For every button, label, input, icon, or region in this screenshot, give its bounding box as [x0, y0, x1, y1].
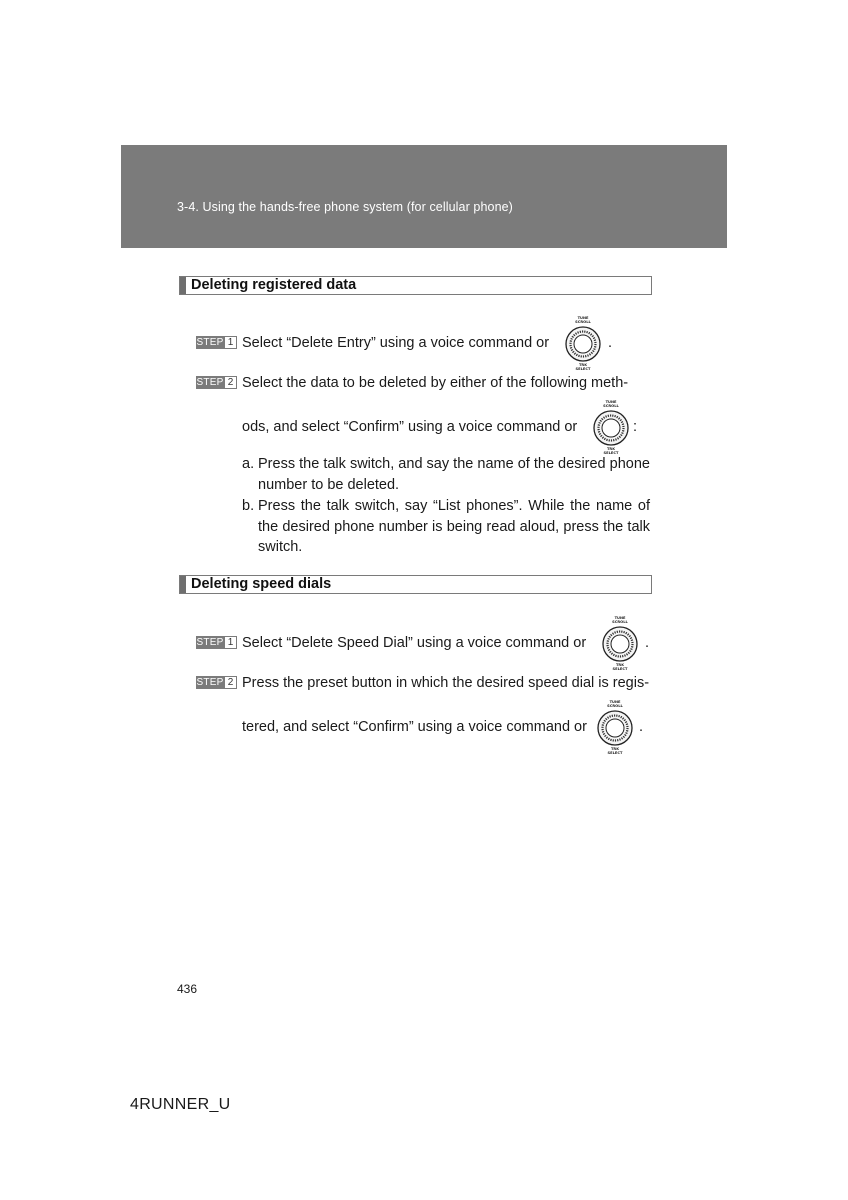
- list-item-text: Press the talk switch, and say the name of the desired phone number to be deleted.: [258, 456, 650, 493]
- chapter-header-band: [121, 145, 727, 248]
- svg-text:SELECT: SELECT: [612, 667, 628, 671]
- tune-select-knob-icon: [597, 698, 633, 758]
- svg-text:TRK: TRK: [578, 363, 588, 367]
- svg-text:TRK: TRK: [615, 663, 625, 667]
- svg-text:SELECT: SELECT: [575, 367, 591, 371]
- section-heading-deleting-registered-data: [179, 276, 652, 295]
- section-heading-text: Deleting registered data: [191, 277, 357, 293]
- list-item-b: [242, 496, 650, 558]
- step-number: 2: [224, 376, 237, 389]
- list-marker: b.: [242, 498, 255, 514]
- svg-text:SELECT: SELECT: [607, 751, 623, 755]
- step-text-line-2: tered, and select “Confirm” using a voice command or: [242, 719, 587, 735]
- svg-text:SCROLL: SCROLL: [603, 404, 619, 408]
- svg-text:TRK: TRK: [610, 747, 620, 751]
- step-label: STEP: [196, 637, 224, 648]
- step-text: Select “Delete Speed Dial” using a voice command or: [242, 635, 587, 651]
- section-heading-text: Deleting speed dials: [191, 576, 332, 592]
- svg-text:TUNE: TUNE: [577, 316, 589, 320]
- section-heading-bar: [180, 277, 186, 294]
- step-text-tail: .: [645, 635, 650, 651]
- step-label: STEP: [196, 337, 224, 348]
- step-number: 2: [224, 676, 237, 689]
- step-text-tail: :: [633, 419, 638, 435]
- page-number: 436: [177, 982, 198, 996]
- tune-select-knob-icon: [565, 314, 601, 374]
- svg-text:SCROLL: SCROLL: [607, 704, 623, 708]
- model-code: 4RUNNER_U: [130, 1096, 231, 1113]
- svg-text:SCROLL: SCROLL: [612, 620, 628, 624]
- list-item-text: Press the talk switch, say “List phones”. While the name of the desired phone number is being read aloud, press the talk switch.: [258, 498, 650, 555]
- list-marker: a.: [242, 456, 255, 472]
- svg-text:SELECT: SELECT: [603, 451, 619, 455]
- step-text-line-2: ods, and select “Confirm” using a voice command or: [242, 419, 578, 435]
- list-item-a: [242, 454, 650, 495]
- step-text-line-1: Press the preset button in which the desired speed dial is regis-: [242, 675, 650, 691]
- step-text: Select “Delete Entry” using a voice command or: [242, 335, 550, 351]
- tune-select-knob-icon: [593, 398, 629, 458]
- step-label: STEP: [196, 377, 224, 388]
- svg-text:TUNE: TUNE: [605, 400, 617, 404]
- step-text-tail: .: [608, 335, 613, 351]
- svg-text:TUNE: TUNE: [614, 616, 626, 620]
- step-text-tail: .: [639, 719, 644, 735]
- section-heading-deleting-speed-dials: [179, 575, 652, 594]
- svg-text:TRK: TRK: [606, 447, 616, 451]
- step-label: STEP: [196, 677, 224, 688]
- chapter-title: 3-4. Using the hands-free phone system (for cellular phone): [177, 200, 513, 214]
- step-text-line-1: Select the data to be deleted by either of the following meth-: [242, 375, 629, 391]
- step-number: 1: [224, 636, 237, 649]
- svg-text:SCROLL: SCROLL: [575, 320, 591, 324]
- tune-select-knob-icon: [602, 614, 638, 674]
- svg-text:TUNE: TUNE: [609, 700, 621, 704]
- step-number: 1: [224, 336, 237, 349]
- section-heading-bar: [180, 576, 186, 593]
